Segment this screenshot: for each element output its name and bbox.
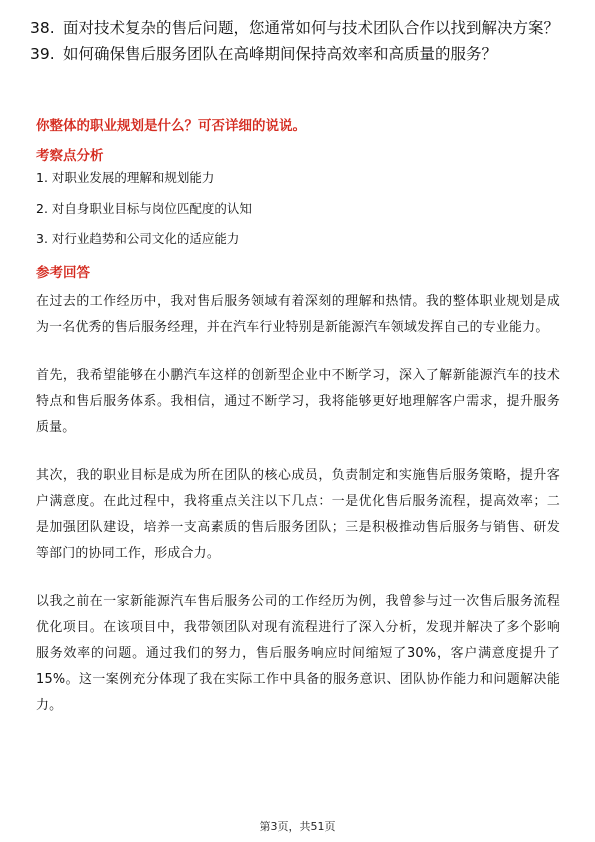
analysis-list [36, 169, 252, 261]
question-item [30, 44, 570, 65]
question-item [30, 18, 570, 39]
question-text: 面对技术复杂的售后问题，您通常如何与技术团队合作以找到解决方案？ [63, 19, 560, 37]
page-footer: 第3页，共51页 [259, 820, 336, 833]
answer-body [36, 289, 560, 741]
answer-paragraph: 在过去的工作经历中，我对售后服务领域有着深刻的理解和热情。我的整体职业规划是成为一名优秀的售后服务经理，并在汽车行业特别是新能源汽车领域发挥自己的专业能力。 [36, 294, 560, 335]
analysis-heading: 考察点分析 [36, 148, 104, 164]
analysis-item: 2. 对自身职业目标与岗位匹配度的认知 [36, 200, 252, 216]
question-number: 39. [30, 45, 55, 63]
question-text: 如何确保售后服务团队在高峰期间保持高效率和高质量的服务？ [63, 45, 498, 63]
answer-paragraph: 其次，我的职业目标是成为所在团队的核心成员，负责制定和实施售后服务策略，提升客户满意度。在此过程中，我将重点关注以下几点：一是优化售后服务流程，提高效率；二是加强团队建设，培养一支高素质的售后服务团队；三是积极推动售后服务与销售、研发等部门的协同工作，形成合力。 [36, 468, 560, 561]
answer-paragraph: 首先，我希望能够在小鹏汽车这样的创新型企业中不断学习，深入了解新能源汽车的技术特点和售后服务体系。我相信，通过不断学习，我将能够更好地理解客户需求，提升服务质量。 [36, 368, 560, 435]
answer-heading: 参考回答 [36, 265, 90, 281]
analysis-item: 3. 对行业趋势和公司文化的适应能力 [36, 231, 240, 246]
question-list [30, 18, 570, 70]
question-number: 38. [30, 19, 55, 37]
answer-paragraph: 以我之前在一家新能源汽车售后服务公司的工作经历为例，我曾参与过一次售后服务流程优化项目。在该项目中，我带领团队对现有流程进行了深入分析，发现并解决了多个影响服务效率的问题。通过我们的努力，售后服务响应时间缩短了30%，客户满意度提升了15%。这一案例充分体现了我在实际工作中具备的服务意识、团队协作能力和问题解决能力。 [36, 594, 560, 713]
analysis-item: 1. 对职业发展的理解和规划能力 [36, 170, 215, 185]
current-question-title: 你整体的职业规划是什么？可否详细的说说。 [36, 118, 306, 134]
